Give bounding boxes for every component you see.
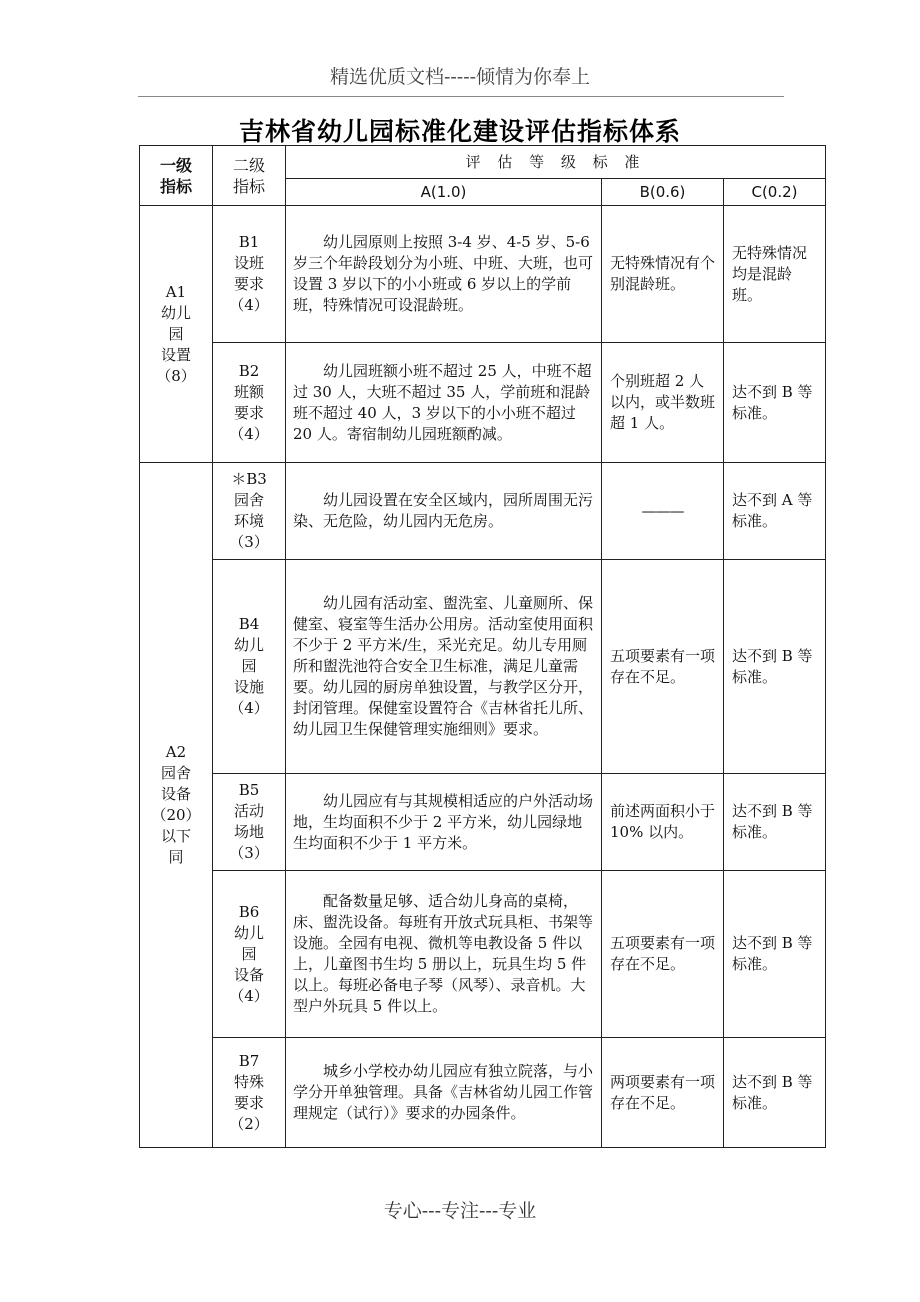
grade-b-cell: 五项要素有一项存在不足。 <box>602 560 724 774</box>
col-header-level1: 一级 指标 <box>140 146 213 206</box>
row-label: B6 幼儿 园 设备 （4） <box>213 871 286 1038</box>
grade-a-cell: 城乡小学校办幼儿园应有独立院落，与小学分开单独管理。具备《吉林省幼儿园工作管理规定（试行）》要求的办园条件。 <box>286 1038 602 1148</box>
grade-a-cell: 幼儿园有活动室、盥洗室、儿童厕所、保健室、寝室等生活办公用房。活动室使用面积不少于 2 平方米/生，采光充足。幼儿专用厕所和盥洗池符合安全卫生标准，满足儿童需要。幼儿园的厨房单独设置，与教学区分开，封闭管理。保健室设置符合《吉林省托儿所、幼儿园卫生保健管理实施细则》要求。 <box>286 560 602 774</box>
grade-a-cell: 幼儿园应有与其规模相适应的户外活动场地，生均面积不少于 2 平方米，幼儿园绿地生均面积不少于 1 平方米。 <box>286 774 602 871</box>
grade-c-cell: 达不到 B 等标准。 <box>724 774 826 871</box>
grade-c-cell: 达不到 B 等标准。 <box>724 871 826 1038</box>
row-label: ＊B3 园舍 环境 （3） <box>213 463 286 560</box>
table-row <box>140 774 826 871</box>
row-label: B2 班额 要求 （4） <box>213 343 286 463</box>
grade-c-cell: 无特殊情况均是混龄班。 <box>724 206 826 343</box>
group-label-a2: A2 园舍 设备 （20） 以下 同 <box>140 463 213 1148</box>
table-row <box>140 463 826 560</box>
row-label: B4 幼儿 园 设施 （4） <box>213 560 286 774</box>
grade-b-cell: 五项要素有一项存在不足。 <box>602 871 724 1038</box>
table-row <box>140 1038 826 1148</box>
row-label: B7 特殊 要求 （2） <box>213 1038 286 1148</box>
grade-b-cell: 个别班超 2 人以内，或半数班超 1 人。 <box>602 343 724 463</box>
header-divider <box>138 96 784 97</box>
grade-c-cell: 达不到 A 等标准。 <box>724 463 826 560</box>
page-footer: 专心---专注---专业 <box>383 1200 537 1222</box>
grade-a-cell: 幼儿园设置在安全区域内，园所周围无污染、无危险，幼儿园内无危房。 <box>286 463 602 560</box>
grade-c-cell: 达不到 B 等标准。 <box>724 1038 826 1148</box>
grade-b-cell: 无特殊情况有个别混龄班。 <box>602 206 724 343</box>
col-header-grade-c: C(0.2) <box>724 179 826 206</box>
grade-c-cell: 达不到 B 等标准。 <box>724 560 826 774</box>
table-row <box>140 560 826 774</box>
table-row <box>140 206 826 343</box>
grade-a-cell: 幼儿园原则上按照 3-4 岁、4-5 岁、5-6 岁三个年龄段划分为小班、中班、大班，也可设置 3 岁以下的小小班或 6 岁以上的学前班，特殊情况可设混龄班。 <box>286 206 602 343</box>
grade-b-cell: ——— <box>602 463 724 560</box>
grade-a-cell: 配备数量足够、适合幼儿身高的桌椅，床、盥洗设备。每班有开放式玩具柜、书架等设施。全园有电视、微机等电教设备 5 件以上，儿童图书生均 5 册以上，玩具生均 5 件以上。每班必备电子琴（风琴）、录音机。大型户外玩具 5 件以上。 <box>286 871 602 1038</box>
document-title: 吉林省幼儿园标准化建设评估指标体系 <box>238 117 681 146</box>
row-label: B1 设班 要求 （4） <box>213 206 286 343</box>
table-row <box>140 343 826 463</box>
grade-a-cell: 幼儿园班额小班不超过 25 人，中班不超过 30 人，大班不超过 35 人，学前班和混龄班不超过 40 人，3 岁以下的小小班不超过 20 人。寄宿制幼儿园班额酌减。 <box>286 343 602 463</box>
table-row <box>140 871 826 1038</box>
grade-b-cell: 前述两面积小于 10% 以内。 <box>602 774 724 871</box>
group-label-a1: A1 幼儿 园 设置 （8） <box>140 206 213 463</box>
col-header-grade-a: A(1.0) <box>286 179 602 206</box>
row-label: B5 活动 场地 （3） <box>213 774 286 871</box>
evaluation-table <box>139 145 826 1148</box>
col-header-level2: 二级 指标 <box>213 146 286 206</box>
col-header-grade: 评 估 等 级 标 准 <box>286 146 826 179</box>
grade-b-cell: 两项要素有一项存在不足。 <box>602 1038 724 1148</box>
grade-c-cell: 达不到 B 等标准。 <box>724 343 826 463</box>
page-header: 精选优质文档-----倾情为你奉上 <box>329 66 591 88</box>
col-header-grade-b: B(0.6) <box>602 179 724 206</box>
